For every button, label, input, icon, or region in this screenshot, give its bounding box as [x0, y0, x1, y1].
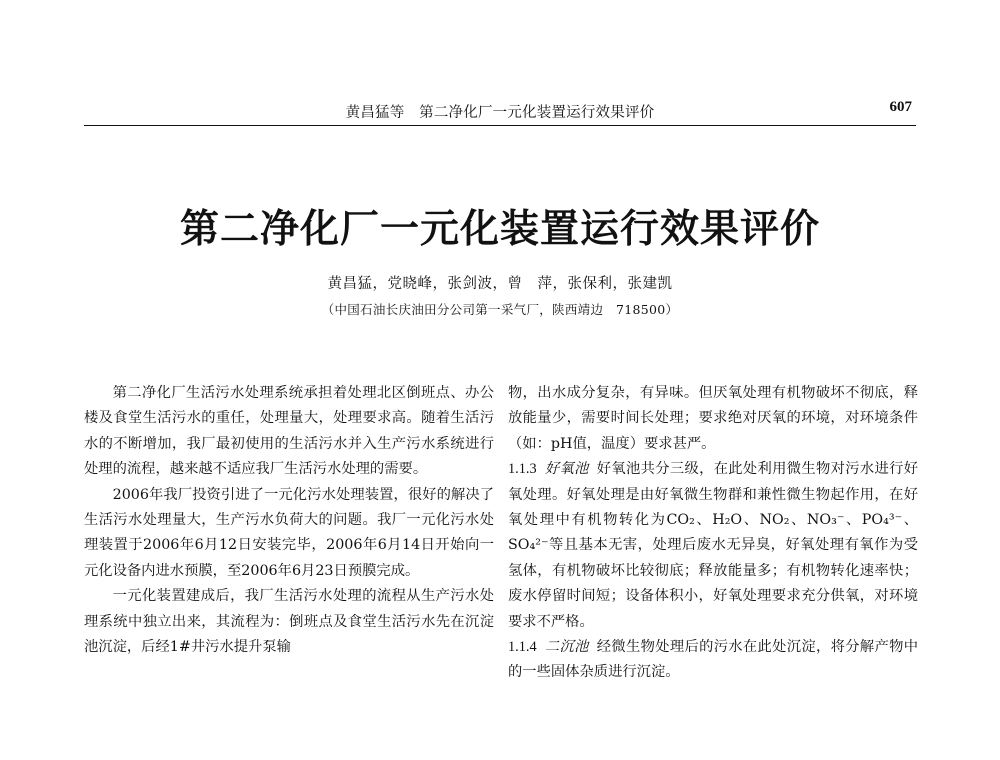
running-header [84, 99, 916, 126]
running-title: 黄昌猛等 第二净化厂一元化装置运行效果评价 [345, 105, 655, 121]
section-text: 经微生物处理后的污水在此处沉淀，将分解产物中的一些固体杂质进行沉淀。 [508, 639, 919, 681]
left-column [84, 381, 494, 660]
affiliation: （中国石油长庆油田分公司第一采气厂，陕西靖边 718500） [321, 302, 679, 317]
right-column [508, 381, 918, 686]
author-list: 黄昌猛，党晓峰，张剑波，曾 萍，张保利，张建凯 [327, 276, 673, 292]
section-number: 1.1.4 [508, 639, 537, 656]
section-text: 好氧池共分三级，在此处利用微生物对污水进行好氧处理。好氧处理是由好氧微生物群和兼性微生物起作用，在好氧处理中有机物转化为CO₂、H₂O、NO₂、NO₃⁻、PO₄³⁻、SO₄²⁻等且基本无害，处理后废水无异臭，好氧处理有氧作为受氢体，有机物破坏比较彻底；释放能量多；有机物转化速率快；废水停留时间短；设备体积小，好氧处理要求充分供氧，对环境要求不严格。 [508, 461, 919, 630]
paragraph: 第二净化厂生活污水处理系统承担着处理北区倒班点、办公楼及食堂生活污水的重任，处理量大，处理要求高。随着生活污水的不断增加，我厂最初使用的生活污水并入生产污水系统进行处理的流程，越来越不适应我厂生活污水处理的需要。 [84, 385, 494, 478]
section-1-1-4 [508, 635, 918, 686]
section-number: 1.1.3 [508, 461, 537, 478]
section-1-1-3 [508, 457, 918, 635]
section-title: 好氧池 [544, 461, 589, 478]
section-title: 二沉池 [544, 639, 589, 656]
paragraph: 一元化装置建成后，我厂生活污水处理的流程从生产污水处理系统中独立出来，其流程为：倒班点及食堂生活污水先在沉淀池沉淀，后经1#井污水提升泵输 [84, 588, 494, 656]
article-title: 第二净化厂一元化装置运行效果评价 [179, 206, 820, 252]
paragraph: 物，出水成分复杂，有异味。但厌氧处理有机物破坏不彻底，释放能量少，需要时间长处理；要求绝对厌氧的环境，对环境条件（如：pH值，温度）要求甚严。 [508, 385, 918, 452]
page-number: 607 [889, 99, 912, 115]
paragraph: 2006年我厂投资引进了一元化污水处理装置，很好的解决了生活污水处理量大，生产污水负荷大的问题。我厂一元化污水处理装置于2006年6月12日安装完毕，2006年6月14日开始向一元化设备内进水预膜，至2006年6月23日预膜完成。 [84, 486, 494, 579]
